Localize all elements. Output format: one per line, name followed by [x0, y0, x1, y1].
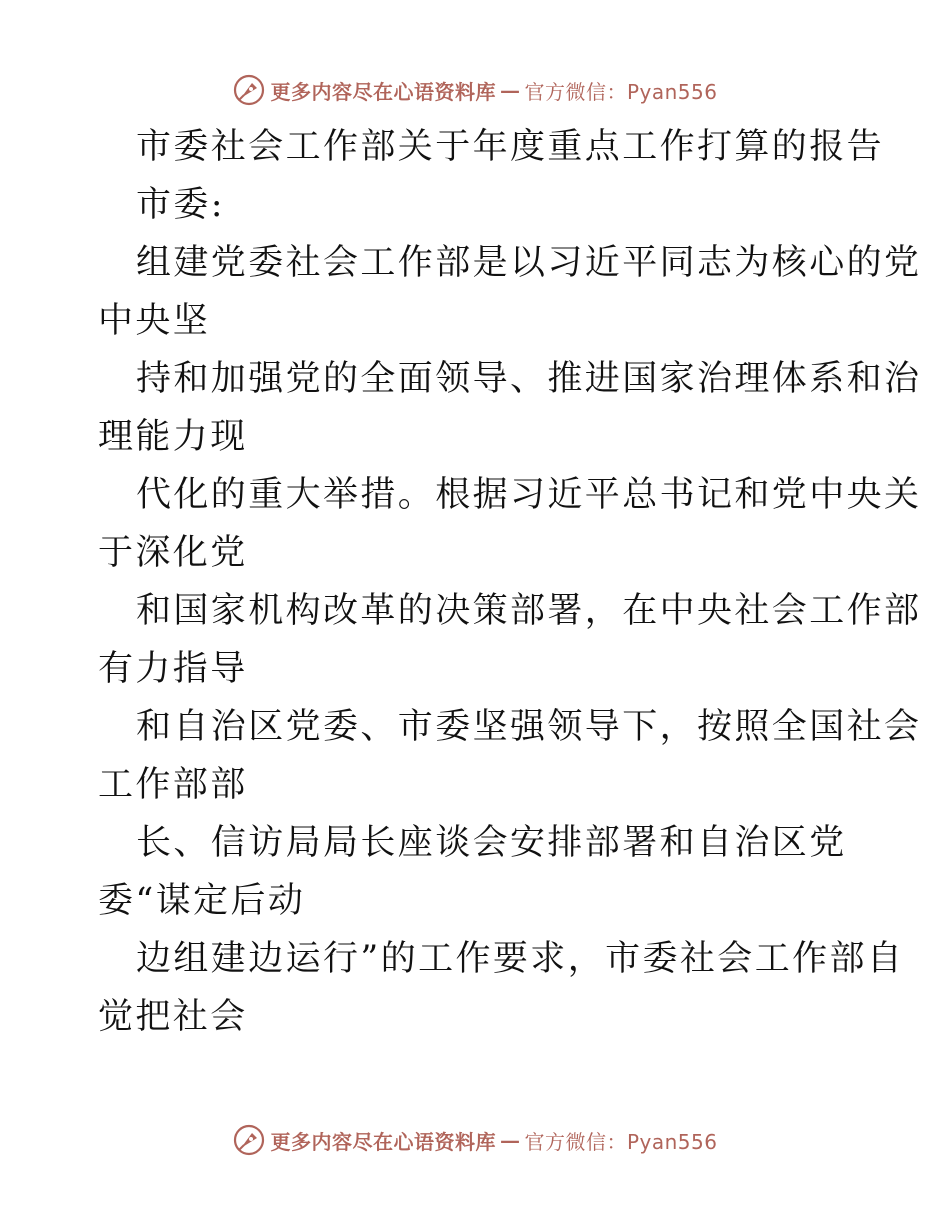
body-line: 组建党委社会工作部是以习近平同志为核心的党 — [136, 243, 922, 283]
body-line: 觉把社会 — [98, 997, 248, 1037]
pen-nib-logo-icon — [232, 73, 266, 107]
body-line: 于深化党 — [98, 533, 248, 573]
banner-dash: — — [499, 78, 521, 102]
document-title: 市委社会工作部关于年度重点工作打算的报告 — [136, 127, 885, 167]
body-line: 委“谋定后动 — [98, 881, 306, 921]
document-salutation: 市委: — [136, 185, 225, 225]
body-line: 长、信访局局长座谈会安排部署和自治区党 — [136, 823, 847, 863]
body-line: 代化的重大举措。根据习近平总书记和党中央关 — [136, 475, 922, 515]
body-line: 工作部部 — [98, 765, 248, 805]
body-line: 边组建边运行”的工作要求，市委社会工作部自 — [136, 939, 905, 979]
banner-site-text: 更多内容尽在心语资料库 — [270, 79, 496, 104]
footer-banner — [0, 1120, 950, 1160]
body-line: 中央坚 — [98, 301, 211, 341]
document-body — [98, 118, 922, 1046]
banner-wechat-text: 官方微信：Pyan556 — [524, 1129, 718, 1154]
banner-wechat-text: 官方微信：Pyan556 — [524, 79, 718, 104]
body-line: 理能力现 — [98, 417, 248, 457]
banner-dash: — — [499, 1128, 521, 1152]
header-banner — [0, 70, 950, 110]
pen-nib-logo-icon — [232, 1123, 266, 1157]
banner-site-text: 更多内容尽在心语资料库 — [270, 1129, 496, 1154]
body-line: 有力指导 — [98, 649, 248, 689]
body-line: 和国家机构改革的决策部署，在中央社会工作部 — [136, 591, 922, 631]
body-line: 和自治区党委、市委坚强领导下，按照全国社会 — [136, 707, 922, 747]
body-line: 持和加强党的全面领导、推进国家治理体系和治 — [136, 359, 922, 399]
